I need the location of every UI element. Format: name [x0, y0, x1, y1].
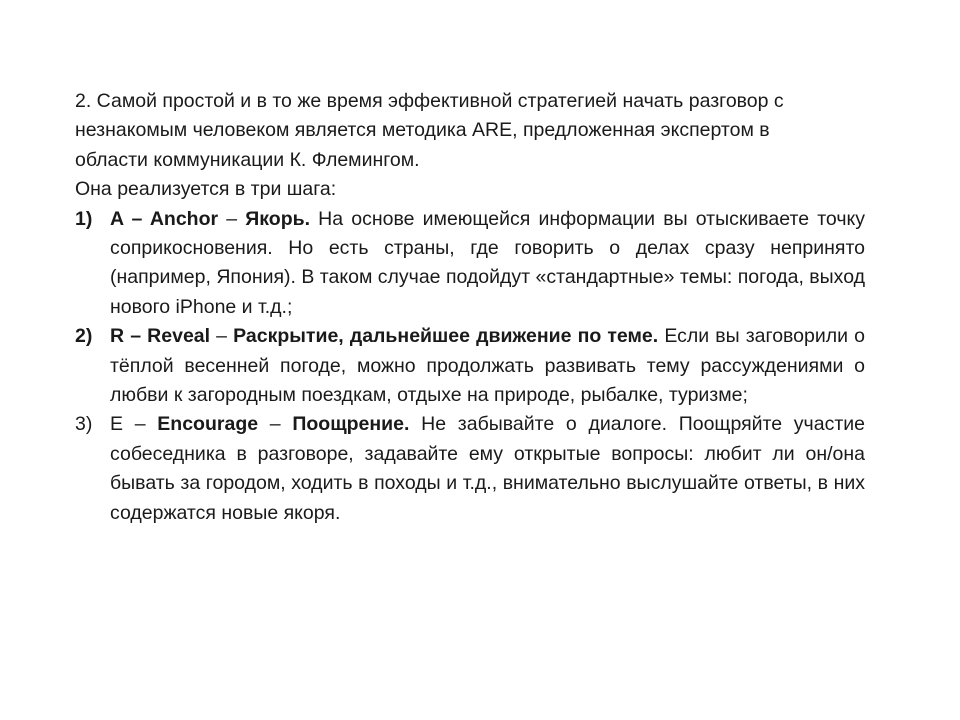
- step-description: Не забывайте о диалоге. Поощряйте участие собеседника в разговоре, задавайте ему открытые вопросы: любит ли он/она бывать за городом, ходить в походы и т.д., внимательно выслушайте ответы, в них содержатся новые якоря.: [110, 413, 865, 524]
- steps-lead: Она реализуется в три шага:: [75, 178, 337, 201]
- step-translation: Поощрение.: [292, 413, 410, 436]
- step-description: Если вы заговорили о тёплой весенней погоде, можно продолжать развивать тему рассуждениями о любви к загородным поездкам, отдыхе на природе, рыбалке, туризме;: [110, 325, 865, 407]
- step-dash: –: [123, 207, 150, 230]
- intro-paragraph: [75, 87, 865, 175]
- step-letter: R: [110, 325, 125, 348]
- step-letter: E: [110, 413, 124, 436]
- step-translation: Якорь.: [245, 207, 311, 230]
- steps-list: [75, 205, 865, 528]
- step-number: 2): [75, 325, 93, 348]
- intro-line: области коммуникации К. Флемингом.: [75, 148, 420, 171]
- step-letter: A: [110, 207, 124, 230]
- step-number: 3): [75, 413, 93, 436]
- step-term: Reveal: [147, 325, 211, 348]
- step-dash: –: [123, 413, 158, 436]
- step-dash: –: [210, 325, 234, 348]
- step-dash: –: [218, 207, 246, 230]
- step-encourage: [75, 410, 865, 528]
- step-dash: –: [258, 413, 293, 436]
- slide-body: [75, 87, 865, 528]
- step-term: Encourage: [157, 413, 259, 436]
- intro-line: незнакомым человеком является методика ARE, предложенная экспертом в: [75, 119, 770, 142]
- step-reveal: [75, 322, 865, 410]
- intro-line: 2. Самой простой и в то же время эффективной стратегией начать разговор с: [75, 90, 784, 112]
- step-description: На основе имеющейся информации вы отыскиваете точку соприкосновения. Но есть страны, где говорить о делах сразу непринято (например, Япония). В таком случае подойдут «стандартные» темы: погода, выход нового iPhone и т.д.;: [110, 207, 865, 318]
- step-anchor: [75, 205, 865, 323]
- step-translation: Раскрытие, дальнейшее движение по теме.: [233, 325, 659, 348]
- step-dash: –: [124, 325, 148, 348]
- step-number: 1): [75, 207, 93, 230]
- step-term: Anchor: [149, 207, 219, 230]
